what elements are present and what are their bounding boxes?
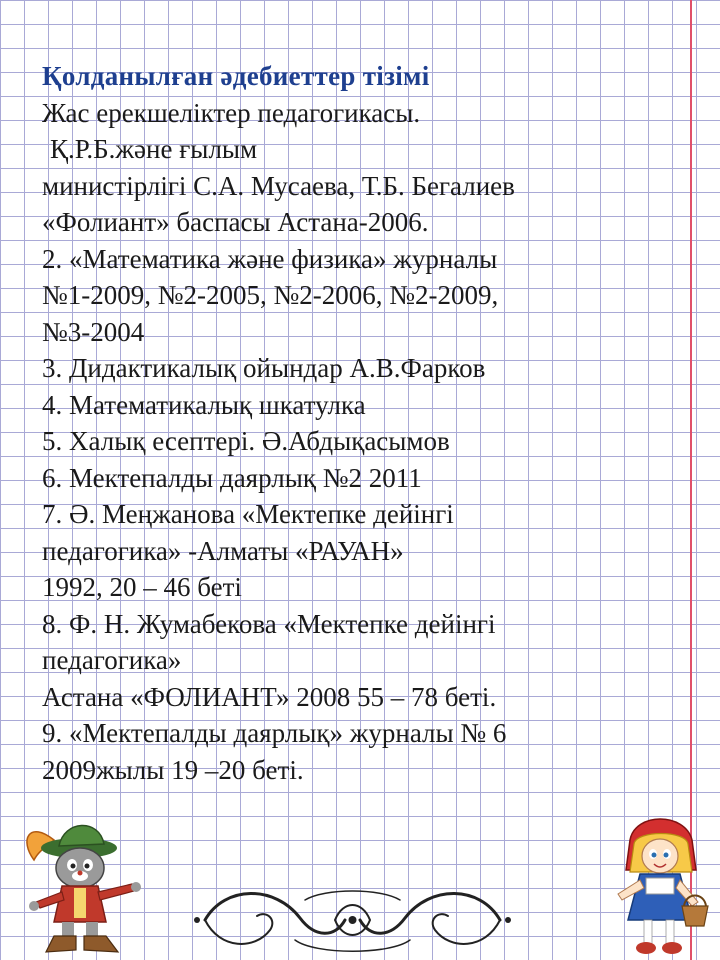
bibliography-line: 7. Ә. Меңжанова «Мектепке дейінгі <box>42 499 454 529</box>
swirl-ornament <box>185 880 520 960</box>
bibliography-line: 1992, 20 – 46 беті <box>42 572 242 602</box>
bibliography-line: министірлігі С.А. Мусаева, Т.Б. Бегалиев <box>42 170 515 201</box>
bibliography-line: «Фолиант» баспасы Астана-2006. <box>42 207 429 237</box>
bibliography-line: 2009жылы 19 –20 беті. <box>42 754 304 785</box>
bibliography-line: 5. Халық есептері. Ә.Абдықасымов <box>42 426 450 456</box>
bibliography-line: 2. «Математика және физика» журналы <box>42 243 498 274</box>
cartoon-girl-illustration <box>600 810 715 960</box>
bibliography-line: 6. Мектепалды даярлық №2 2011 <box>42 462 422 493</box>
bibliography-line: Қ.Р.Б.және ғылым <box>50 134 258 164</box>
bibliography-line: №3-2004 <box>42 316 145 347</box>
bibliography-line: 9. «Мектепалды даярлық» журналы № 6 <box>42 718 507 748</box>
bibliography-line: Жас ерекшеліктер педагогикасы. <box>42 97 421 128</box>
cartoon-cat-illustration <box>14 810 154 960</box>
bibliography-line: 3. Дидактикалық ойындар А.В.Фарков <box>42 353 486 383</box>
bibliography-line: 8. Ф. Н. Жумабекова «Мектепке дейінгі <box>42 608 496 639</box>
bibliography-line: Астана «ФОЛИАНТ» 2008 55 – 78 беті. <box>42 681 497 712</box>
bibliography-line: №1-2009, №2-2005, №2-2006, №2-2009, <box>42 280 499 310</box>
page-title: Қолданылған әдебиеттер тізімі <box>42 61 430 91</box>
bibliography-line: педагогика» <box>42 645 182 675</box>
bibliography <box>42 58 682 788</box>
bibliography-line: педагогика» -Алматы «РАУАН» <box>42 535 404 566</box>
bibliography-line: 4. Математикалық шкатулка <box>42 389 366 420</box>
